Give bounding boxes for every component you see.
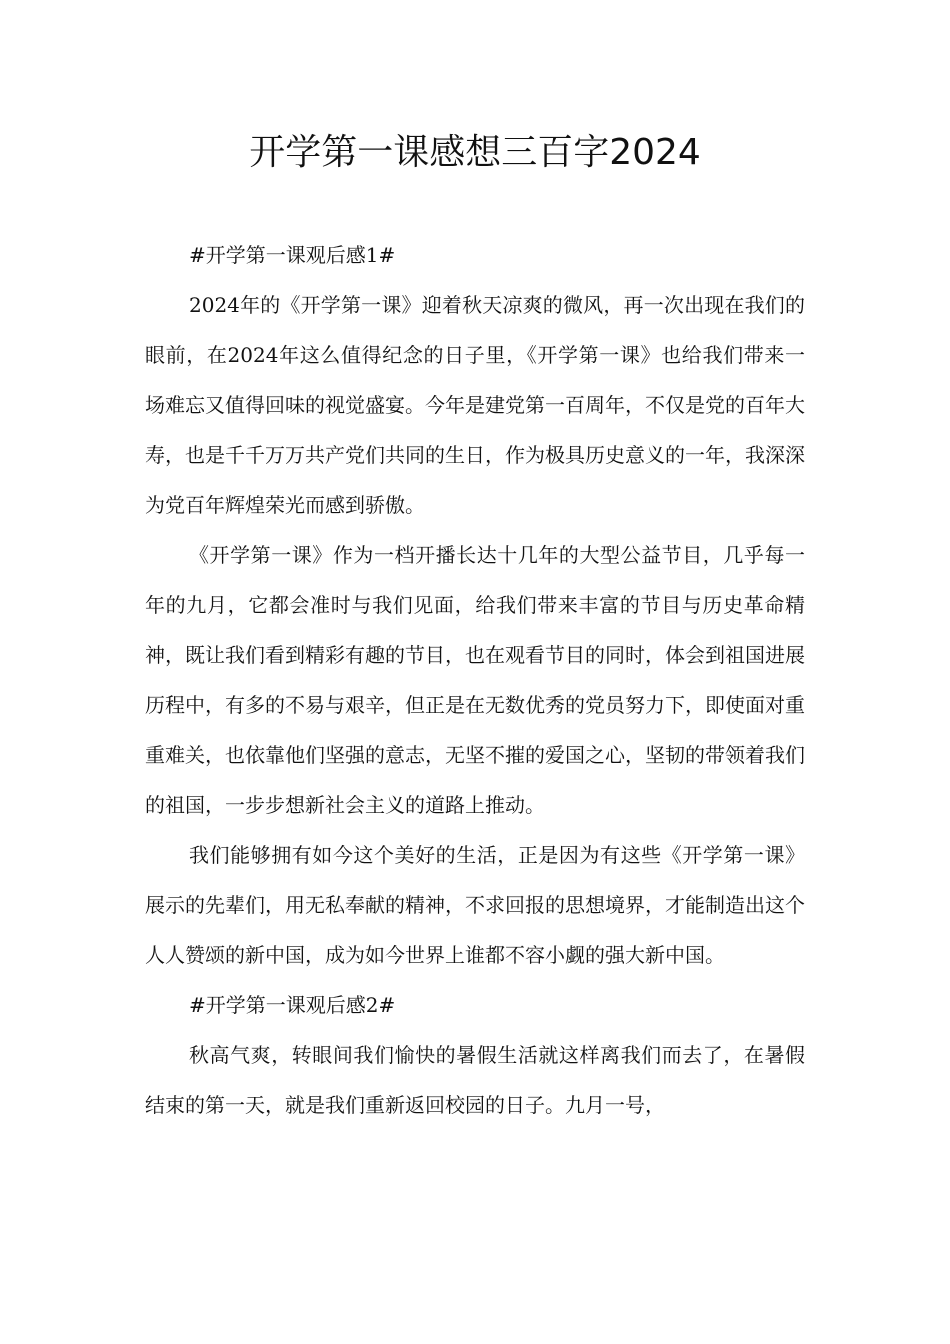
paragraph: 2024年的《开学第一课》迎着秋天凉爽的微风，再一次出现在我们的眼前，在2024年这么值得纪念的日子里，《开学第一课》也给我们带来一场难忘又值得回味的视觉盛宴。今年是建党第一百周年，不仅是党的百年大寿，也是千千万万共产党们共同的生日，作为极具历史意义的一年，我深深为党百年辉煌荣光而感到骄傲。	[145, 293, 805, 517]
document-body	[145, 230, 805, 1130]
document-title: 开学第一课感想三百字2024	[249, 132, 701, 173]
paragraph: 秋高气爽，转眼间我们愉快的暑假生活就这样离我们而去了，在暑假结束的第一天，就是我们重新返回校园的日子。九月一号，	[145, 1043, 805, 1117]
section-heading-2: #开学第一课观后感2#	[189, 993, 396, 1017]
paragraph: 我们能够拥有如今这个美好的生活，正是因为有这些《开学第一课》展示的先辈们，用无私奉献的精神，不求回报的思想境界，才能制造出这个人人赞颂的新中国，成为如今世界上谁都不容小觑的强大新中国。	[145, 843, 805, 967]
section-heading-1: #开学第一课观后感1#	[189, 243, 396, 267]
paragraph: 《开学第一课》作为一档开播长达十几年的大型公益节目，几乎每一年的九月，它都会准时与我们见面，给我们带来丰富的节目与历史革命精神，既让我们看到精彩有趣的节目，也在观看节目的同时，体会到祖国进展历程中，有多的不易与艰辛，但正是在无数优秀的党员努力下，即使面对重重难关，也依靠他们坚强的意志，无坚不摧的爱国之心，坚韧的带领着我们的祖国，一步步想新社会主义的道路上推动。	[145, 543, 805, 817]
